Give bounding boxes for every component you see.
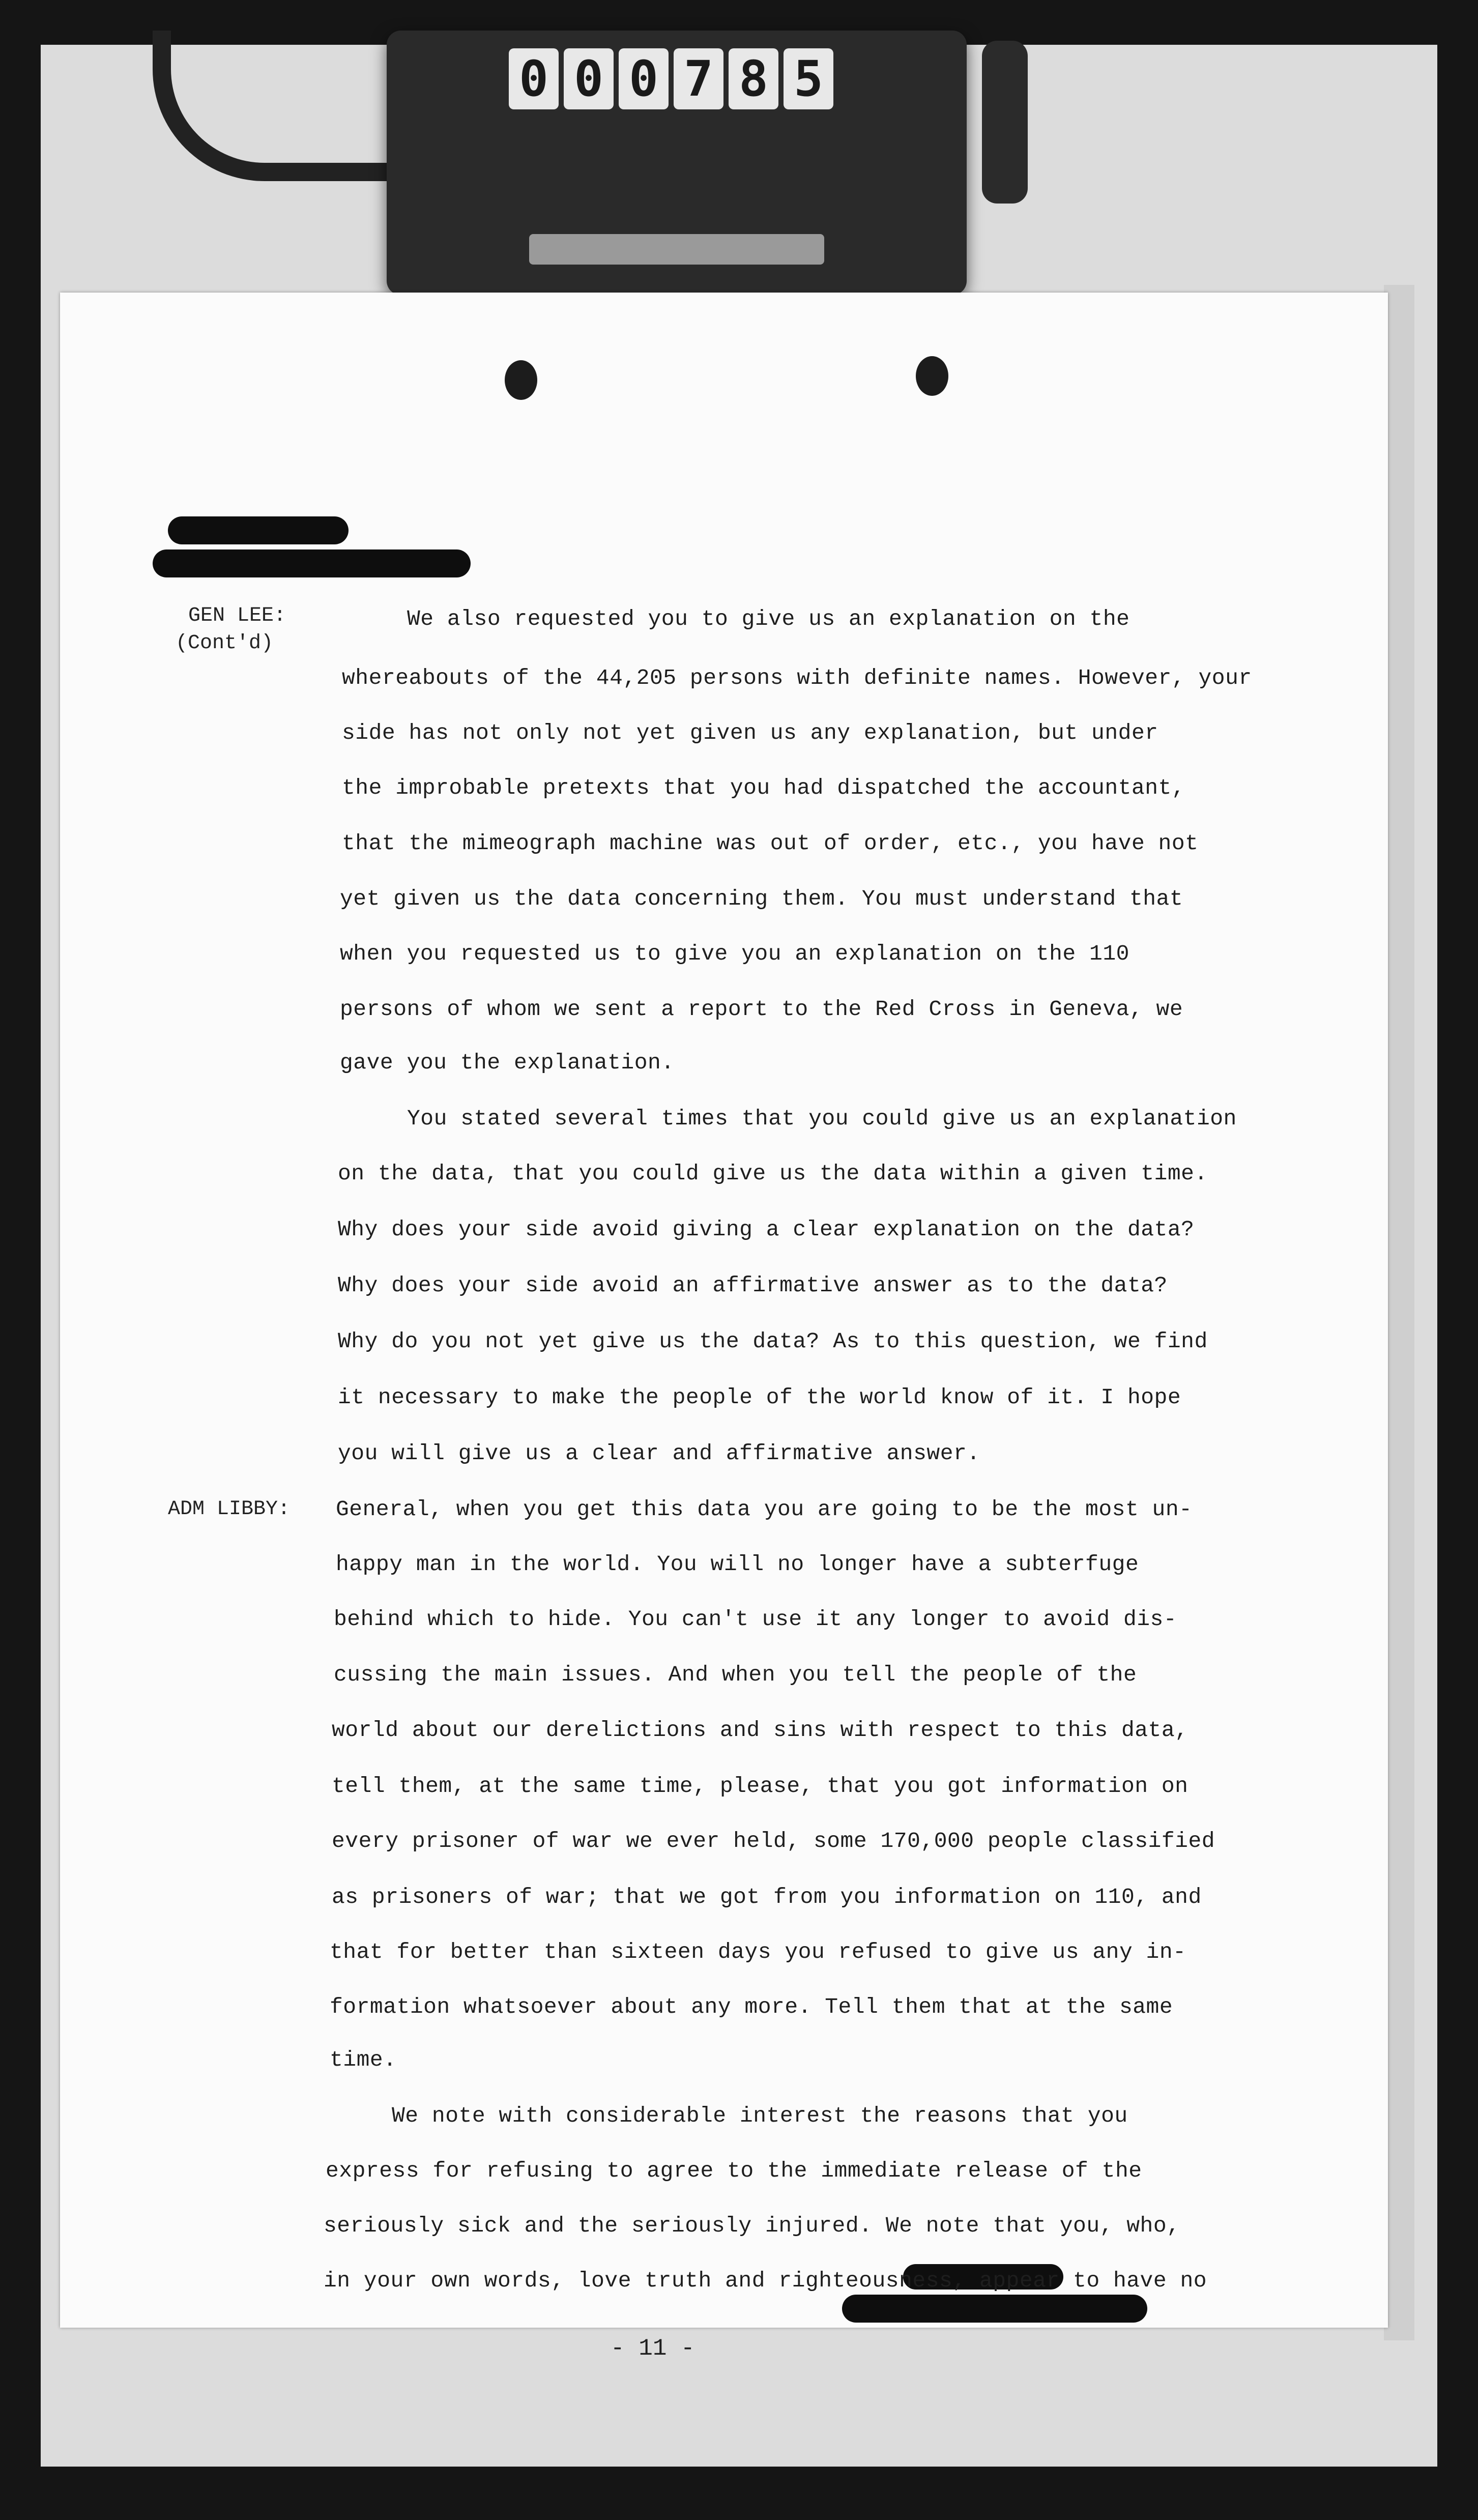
text-line: cussing the main issues. And when you tell the people of the	[334, 1662, 1137, 1687]
text-line: as prisoners of war; that we got from you information on 110, and	[332, 1885, 1202, 1909]
text-line: you will give us a clear and affirmative answer.	[338, 1441, 980, 1466]
text-line: yet given us the data concerning them. You must understand that	[340, 886, 1183, 911]
counter-knob	[982, 41, 1028, 204]
counter-digit: 8	[729, 48, 778, 109]
speaker-label: GEN LEE:	[188, 604, 286, 627]
redaction-mark	[153, 549, 471, 577]
document-page	[60, 293, 1388, 2328]
counter-digit: 0	[564, 48, 614, 109]
text-line: seriously sick and the seriously injured. We note that you, who,	[324, 2213, 1180, 2238]
counter-digit: 0	[619, 48, 669, 109]
text-line: formation whatsoever about any more. Tell them that at the same	[330, 1994, 1173, 2019]
text-line: Why does your side avoid giving a clear explanation on the data?	[338, 1217, 1195, 1242]
speaker-label-continued: (Cont'd)	[176, 632, 274, 655]
text-line: every prisoner of war we ever held, some 170,000 people classified	[332, 1829, 1215, 1853]
speaker-label: ADM LIBBY:	[168, 1498, 291, 1521]
text-line: express for refusing to agree to the immediate release of the	[326, 2158, 1142, 2183]
text-line: in your own words, love truth and righteousness, appear to have no	[324, 2268, 1207, 2293]
text-line: tell them, at the same time, please, that you got information on	[332, 1774, 1189, 1799]
paper-edge	[1384, 285, 1414, 2340]
text-line: gave you the explanation.	[340, 1050, 675, 1075]
text-line: General, when you get this data you are going to be the most un-	[336, 1497, 1193, 1522]
counter-digit: 0	[509, 48, 559, 109]
text-line: world about our derelictions and sins with respect to this data,	[332, 1718, 1189, 1743]
punch-hole	[505, 360, 537, 400]
text-line: You stated several times that you could give us an explanation	[407, 1106, 1237, 1131]
text-line: side has not only not yet given us any explanation, but under	[342, 720, 1158, 745]
text-line: happy man in the world. You will no longer have a subterfuge	[336, 1552, 1139, 1577]
text-line: persons of whom we sent a report to the Red Cross in Geneva, we	[340, 997, 1183, 1022]
frame-counter	[387, 31, 967, 295]
text-line: when you requested us to give you an explanation on the 110	[340, 941, 1129, 966]
text-line: behind which to hide. You can't use it any longer to avoid dis-	[334, 1607, 1177, 1632]
counter-digit: 5	[784, 48, 833, 109]
page-number: - 11 -	[611, 2335, 695, 2362]
redaction-mark	[168, 516, 349, 544]
text-line: time.	[330, 2047, 397, 2072]
text-line: the improbable pretexts that you had dispatched the accountant,	[342, 775, 1185, 800]
text-line: that for better than sixteen days you refused to give us any in-	[330, 1939, 1186, 1964]
text-line: Why do you not yet give us the data? As to this question, we find	[338, 1329, 1208, 1354]
counter-digits	[509, 48, 833, 109]
text-line: that the mimeograph machine was out of order, etc., you have not	[342, 831, 1199, 856]
text-line: whereabouts of the 44,205 persons with definite names. However, your	[342, 665, 1252, 690]
redaction-mark	[842, 2295, 1147, 2323]
counter-plate	[529, 234, 824, 265]
text-line: it necessary to make the people of the world know of it. I hope	[338, 1385, 1181, 1410]
text-line: We also requested you to give us an explanation on the	[407, 606, 1130, 631]
punch-hole	[916, 356, 948, 396]
text-line: on the data, that you could give us the data within a given time.	[338, 1161, 1208, 1186]
counter-digit: 7	[674, 48, 723, 109]
text-line: Why does your side avoid an affirmative answer as to the data?	[338, 1273, 1168, 1298]
text-line: We note with considerable interest the reasons that you	[392, 2103, 1128, 2128]
